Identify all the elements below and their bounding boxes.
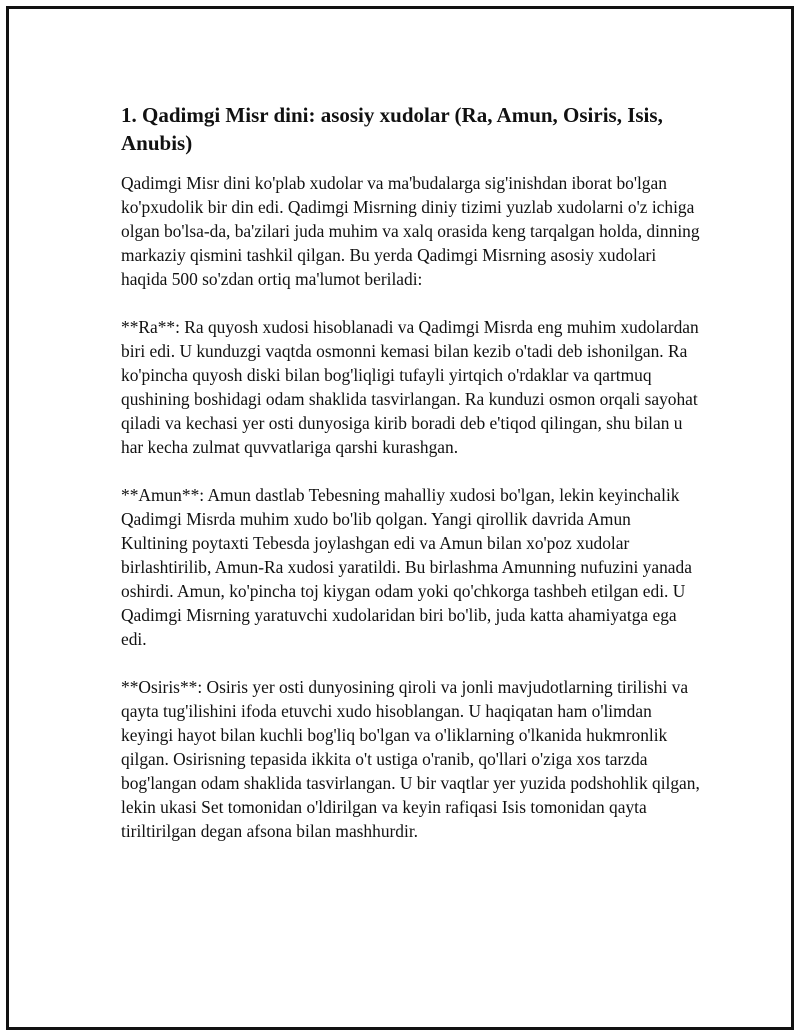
ra-paragraph: **Ra**: Ra quyosh xudosi hisoblanadi va Qadimgi Misrda eng muhim xudolardan biri edi. U kunduzgi vaqtda osmonni kemasi bilan kezib o'tadi deb ishonilgan. Ra ko'pincha quyosh diski bilan bog'liqligi tufayli yirtqich o'rdaklar va qartmuq qushining boshidagi odam shaklida tasvirlangan. Ra kunduzi osmon orqali sayohat qiladi va kechasi yer osti dunyosiga kirib boradi deb e'tiqod qilingan, shu bilan u har kecha zulmat quvvatlariga qarshi kurashgan. — [121, 317, 699, 457]
intro-paragraph: Qadimgi Misr dini ko'plab xudolar va ma'budalarga sig'inishdan iborat bo'lgan ko'pxudolik bir din edi. Qadimgi Misrning diniy tizimi yuzlab xudolarni o'z ichiga olgan bo'lsa-da, ba'zilari juda muhim va xalq orasida keng tarqalgan holda, dinning markaziy qismini tashkil qilgan. Bu yerda Qadimgi Misrning asosiy xudolari haqida 500 so'zdan ortiq ma'lumot beriladi: — [121, 173, 700, 289]
amun-paragraph: **Amun**: Amun dastlab Tebesning mahalliy xudosi bo'lgan, lekin keyinchalik Qadimgi Misrda muhim xudo bo'lib qolgan. Yangi qirollik davrida Amun Kultining poytaxti Tebesda joylashgan edi va Amun bilan xo'poz xudolar birlashtirilib, Amun-Ra xudosi yaratildi. Bu birlashma Amunning nufuzini yanada oshirdi. Amun, ko'pincha toj kiygan odam yoki qo'chkorga tashbeh etilgan edi. U Qadimgi Misrning yaratuvchi xudolaridan biri bo'lib, juda katta ahamiyatga ega edi. — [121, 485, 692, 649]
page-frame — [6, 6, 794, 1030]
document-body — [121, 101, 701, 867]
osiris-paragraph: **Osiris**: Osiris yer osti dunyosining qiroli va jonli mavjudotlarning tirilishi va qayta tug'ilishini ifoda etuvchi xudo hisoblangan. U haqiqatan ham o'limdan keyingi hayot bilan kuchli bog'liq bo'lgan va o'liklarning o'lkanida hukmronlik qilgan. Osirisning tepasida ikkita o't ustiga o'ranib, qo'llari o'ziga xos tarzda bog'langan odam shaklida tasvirlangan. U bir vaqtlar yer yuzida podshohlik qilgan, lekin ukasi Set tomonidan o'ldirilgan va keyin rafiqasi Isis tomonidan qayta tiriltirilgan degan afsona bilan mashhurdir. — [121, 677, 700, 841]
section-heading: 1. Qadimgi Misr dini: asosiy xudolar (Ra, Amun, Osiris, Isis, Anubis) — [121, 103, 663, 155]
